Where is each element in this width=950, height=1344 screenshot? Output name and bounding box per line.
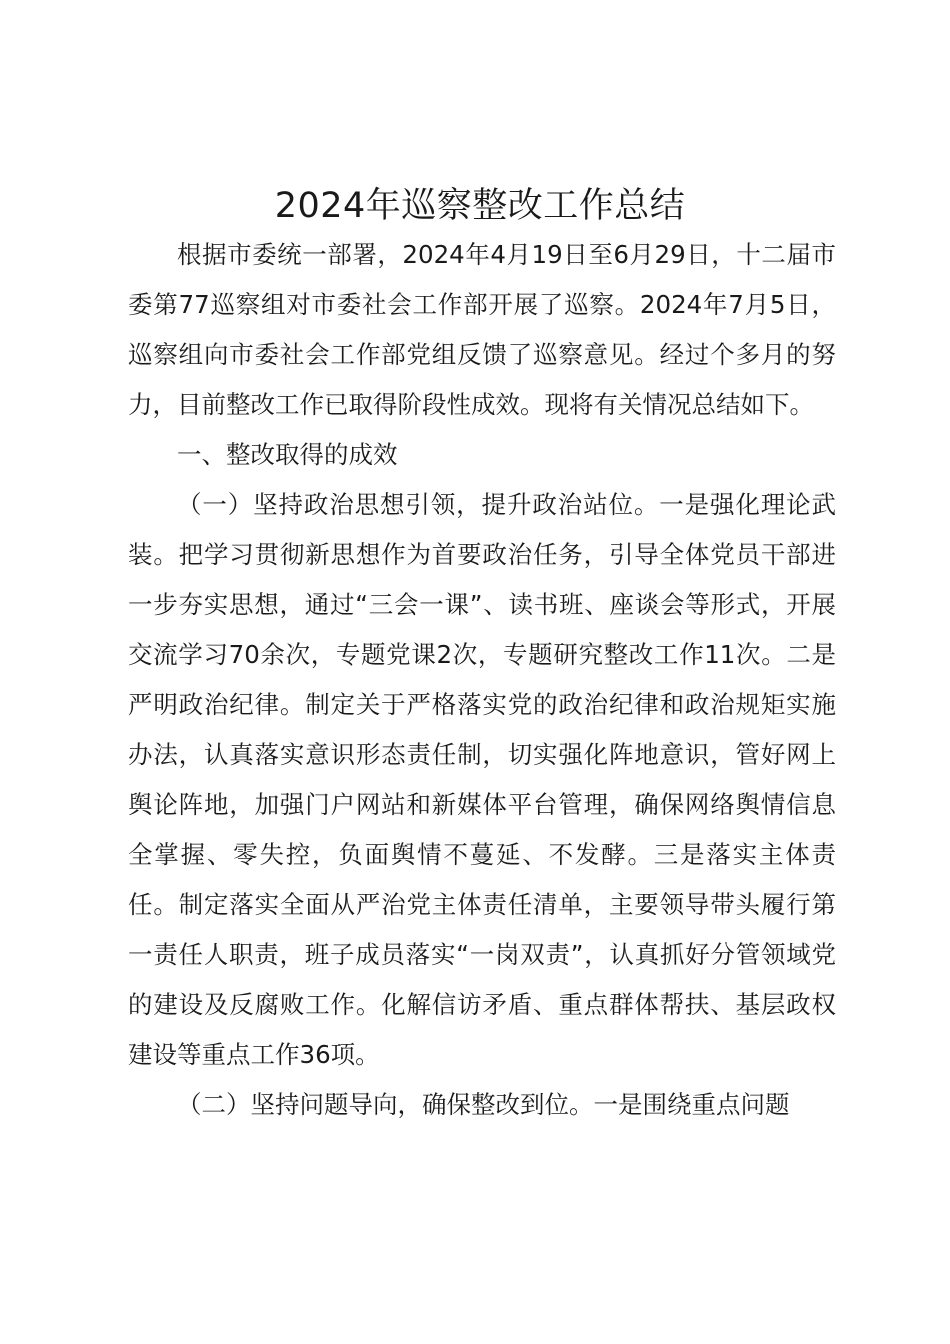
section-heading-1: 一、整改取得的成效 (177, 440, 398, 469)
intro-paragraph: 根据市委统一部署，2024年4月19日至6月29日，十二届市委第77巡察组对市委社会工作部开展了巡察。2024年7月5日，巡察组向市委社会工作部党组反馈了巡察意见。经过个多月的努力，目前整改工作已取得阶段性成效。现将有关情况总结如下。 (128, 240, 836, 419)
subsection-2-paragraph: （二）坚持问题导向，确保整改到位。一是围绕重点问题 (177, 1090, 790, 1119)
document-title: 2024年巡察整改工作总结 (274, 186, 686, 226)
document-body (128, 230, 836, 1130)
subsection-1-paragraph: （一）坚持政治思想引领，提升政治站位。一是强化理论武装。把学习贯彻新思想作为首要政治任务，引导全体党员干部进一步夯实思想，通过“三会一课”、读书班、座谈会等形式，开展交流学习70余次，专题党课2次，专题研究整改工作11次。二是严明政治纪律。制定关于严格落实党的政治纪律和政治规矩实施办法，认真落实意识形态责任制，切实强化阵地意识，管好网上舆论阵地，加强门户网站和新媒体平台管理，确保网络舆情信息全掌握、零失控，负面舆情不蔓延、不发酵。三是落实主体责任。制定落实全面从严治党主体责任清单，主要领导带头履行第一责任人职责，班子成员落实“一岗双责”，认真抓好分管领域党的建设及反腐败工作。化解信访矛盾、重点群体帮扶、基层政权建设等重点工作36项。 (128, 490, 836, 1069)
